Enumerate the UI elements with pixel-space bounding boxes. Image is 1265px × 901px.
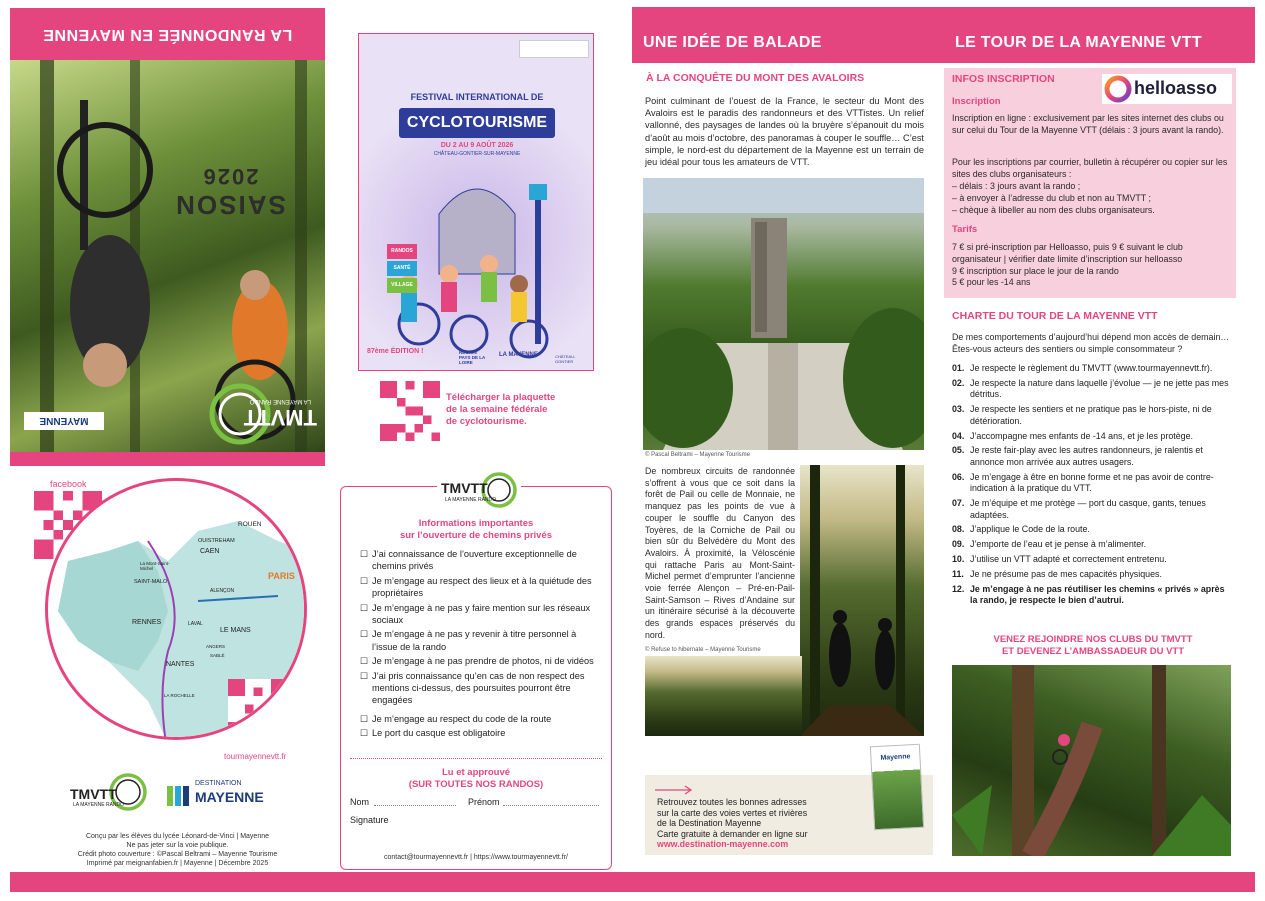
photo-credit-2: © Refuse to hibernate – Mayenne Tourisme xyxy=(645,647,761,653)
sign-sante: SANTÉ xyxy=(387,261,417,276)
charte-item: 05. Je reste fair-play avec les autres randonneurs, je ralentis et annonce mon arrivée aux autres usagers. xyxy=(952,445,1203,467)
tower-illustration xyxy=(643,178,924,450)
map-city-laval: LAVAL xyxy=(188,621,203,627)
checklist-item[interactable]: ☐ Le port du casque est obligatoire xyxy=(360,727,600,739)
balade-header: UNE IDÉE DE BALADE xyxy=(643,34,822,51)
checklist-item[interactable]: ☐ Je m’engage à ne pas y revenir à titre personnel à l’issue de la rando xyxy=(360,628,600,653)
forest-photo-extension xyxy=(645,656,802,736)
credit-line: Imprimé par meignanfabien.fr | Mayenne | Décembre 2025 xyxy=(86,860,269,867)
credits-block xyxy=(40,832,315,868)
inscription-list-item: – délais : 3 jours avant la rando ; xyxy=(952,181,1081,191)
prenom-label: Prénom xyxy=(468,797,500,807)
form-logo-subtext: LA MAYENNE RANDO xyxy=(445,497,497,503)
poster-city: CHÂTEAU-GONTIER-SUR-MAYENNE xyxy=(433,151,521,157)
tmvtt-footer-logo xyxy=(68,772,158,812)
poster-logo-mayenne: LA MAYENNE xyxy=(499,352,538,358)
nom-label: Nom xyxy=(350,797,370,807)
download-line: de la semaine fédérale xyxy=(446,404,548,416)
map-city-rennes: RENNES xyxy=(132,619,162,626)
mayenne-cover-logo: MAYENNE xyxy=(24,412,104,430)
checklist-item[interactable]: ☐ J’ai connaissance de l’ouverture exceptionnelle de chemins privés xyxy=(360,548,600,573)
map-city-mont-saint-michel: La Mont-Saint-Michel xyxy=(140,561,170,571)
saison-year: 2026 xyxy=(201,164,259,189)
tmvtt-footer-subtext: LA MAYENNE RANDO xyxy=(73,802,125,808)
poster-logo-region: RÉGION PAYS DE LA LOIRE xyxy=(459,350,486,365)
checklist-item[interactable]: ☐ Je m’engage à ne pas y faire mention sur les réseaux sociaux xyxy=(360,602,600,627)
map-city-ouistreham: OUISTREHAM xyxy=(198,538,235,544)
credit-line: Crédit photo couverture : ©Pascal Beltrami – Mayenne Tourisme xyxy=(77,851,278,858)
cta-line: VENEZ REJOINDRE NOS CLUBS DU TMVTT xyxy=(993,634,1193,645)
cover-bottom-band xyxy=(10,452,325,466)
promo-url-link[interactable]: www.destination-mayenne.com xyxy=(657,839,789,849)
form-divider xyxy=(350,758,602,759)
website-link[interactable]: tourmayennevtt.fr xyxy=(224,752,287,761)
charte-item: 09. J’emporte de l’eau et je pense à m’alimenter. xyxy=(952,539,1147,550)
cover-banner-title: LA RANDONNÉE EN MAYENNE xyxy=(42,26,293,43)
tarif-line: 7 € si pré-inscription par Helloasso, puis 9 € suivant le club organisateur | vérifier date limite d’inscription sur helloasso xyxy=(952,242,1183,264)
sign-village: VILLAGE xyxy=(387,278,417,293)
poster-dates: DU 2 AU 9 AOÛT 2026 xyxy=(440,142,514,149)
form-heading-line: sur l’ouverture de chemins privés xyxy=(399,530,553,541)
checklist-item[interactable]: ☐ J’ai pris connaissance qu’en cas de non respect des mentions ci-dessus, des poursuites pourront être engagées xyxy=(360,670,600,707)
mayenne-label: MAYENNE xyxy=(195,789,264,805)
checklist-item[interactable]: ☐ Je m’engage au respect du code de la route xyxy=(360,713,600,725)
promo-line: sur la carte des voies vertes et rivières xyxy=(657,807,808,818)
helloasso-text: helloasso xyxy=(1134,78,1218,98)
map-city-caen: CAEN xyxy=(200,548,220,555)
download-qr-code[interactable] xyxy=(380,381,440,441)
contact-line[interactable]: contact@tourmayennevtt.fr | https://www.tourmayennevtt.fr/ xyxy=(384,854,568,861)
qr-icon xyxy=(380,381,440,441)
forest-walkers-photo xyxy=(800,465,924,736)
promo-line: Retrouvez toutes les bonnes adresses xyxy=(657,797,807,807)
cover-photo xyxy=(10,60,325,452)
form-heading-line: Informations importantes xyxy=(418,518,534,529)
inscription-list-item: – chèque à libeller au nom des clubs organisateurs. xyxy=(952,204,1155,215)
charte-intro: De mes comportements d’aujourd’hui dépend mon accès de demain… Êtes-vous acteurs des sentiers ou simple consommateur ? xyxy=(952,332,1230,354)
map-city-sable: SABLÉ xyxy=(210,653,225,658)
website-qr-code[interactable] xyxy=(228,679,288,739)
map-city-la-rochelle: LA ROCHELLE xyxy=(164,693,195,698)
photo-credit-1: © Pascal Beltrami – Mayenne Tourisme xyxy=(645,452,751,458)
brochure-label: Mayenne xyxy=(880,753,911,762)
balade-text-2: De nombreux circuits de randonnée s’offrent à vous que ce soit dans la forêt de Pail ou celle de Monnaie, ne manquez pas les points de vue à couper le souffle du Canyon des Toyères, de la Corniche de Pail ou bien sûr du Belvédère du Mont des Avaloirs. À proximité, la Véloscénie qui rattache Paris au Mont-Saint-Michel permet d’emprunter l’ancienne voie ferrée Alençon – Pré-en-Pail-Saint-Samson – Rives d’Andaine sur un itinéraire sécurisé à la découverte des grands espaces préservés du nord. xyxy=(645,466,795,640)
charte-item: 10. J’utilise un VTT adapté et correctement entretenu. xyxy=(952,554,1167,564)
tarifs-list xyxy=(952,242,1234,289)
helloasso-icon xyxy=(1104,75,1132,103)
nom-field[interactable] xyxy=(374,805,456,806)
cta-line: ET DEVENEZ L’AMBASSADEUR DU VTT xyxy=(1001,646,1185,657)
infos-title: INFOS INSCRIPTION xyxy=(952,73,1055,85)
download-line: de cyclotourisme. xyxy=(446,416,527,428)
destination-mayenne-logo xyxy=(165,780,275,810)
inscription-list xyxy=(952,181,1232,216)
promo-line: Carte gratuite à demander en ligne sur xyxy=(657,828,808,839)
cover-banner xyxy=(10,8,325,60)
promo-text xyxy=(657,797,808,850)
facebook-label: facebook xyxy=(50,479,87,489)
tmvtt-cover-subtext: LA MAYENNE RANDO xyxy=(249,398,311,404)
charte-item: 07. Je m’équipe et me protège — port du casque, gants, tenues adaptées. xyxy=(952,498,1206,520)
inscription-title: Inscription xyxy=(952,96,1001,107)
tarif-line: 9 € inscription sur place le jour de la rando xyxy=(952,265,1119,276)
inscription-p2: Pour les inscriptions par courrier, bulletin à récupérer ou copier sur les sites des clubs organisateurs : xyxy=(952,157,1228,179)
destination-label: DESTINATION xyxy=(195,780,242,787)
approved-block xyxy=(340,767,612,791)
map-city-paris: PARIS xyxy=(268,571,295,581)
download-line: Télécharger la plaquette xyxy=(446,392,556,403)
form-logo-text: TMVTT xyxy=(441,480,488,496)
charte-item: 06. Je m’engage à être en bonne forme et ne pas avoir de contre-indication à la pratique du VTT. xyxy=(952,471,1214,494)
approved-line: (SUR TOUTES NOS RANDOS) xyxy=(408,779,544,790)
region-map xyxy=(45,478,307,740)
carte-mayenne-brochure xyxy=(870,744,924,831)
charte-item: 12. Je m’engage à ne pas réutiliser les chemins « privés » après la rando, je respecte le bien d’autrui. xyxy=(952,583,1225,606)
saison-badge xyxy=(160,160,300,220)
poster-title-main: CYCLOTOURISME xyxy=(399,108,555,138)
signature-label: Signature xyxy=(350,815,389,825)
qr-icon xyxy=(228,679,288,739)
map-city-angers: ANGERS xyxy=(206,644,226,649)
charte-list xyxy=(952,363,1234,610)
form-checklist xyxy=(360,548,600,740)
charte-item: 04. J’accompagne mes enfants de -14 ans, et je les protège. xyxy=(952,430,1193,441)
credit-line: Conçu par les élèves du lycée Léonard-de-Vinci | Mayenne xyxy=(85,833,270,840)
charte-item: 03. Je respecte les sentiers et ne pratique pas le hors-piste, ni de détérioration. xyxy=(952,404,1212,426)
charte-item: 11. Je ne présume pas de mes capacités physiques. xyxy=(952,568,1162,579)
charte-item: 02. Je respecte la nature dans laquelle j’évolue — je ne jette pas mes détritus. xyxy=(952,377,1229,400)
inscription-list-item: – à envoyer à l’adresse du club et non au TMVTT ; xyxy=(952,192,1151,203)
checklist-item[interactable]: ☐ Je m’engage à ne pas prendre de photos, ni de vidéos xyxy=(360,655,600,667)
mont-avaloirs-photo xyxy=(643,178,924,450)
inscription-p1: Inscription en ligne : exclusivement par les sites internet des clubs ou sur celui du Tour de la Mayenne VTT (délais : 3 jours avant la rando). xyxy=(952,113,1224,135)
map-city-le-mans: LE MANS xyxy=(220,627,251,634)
charte-item: 01. Je respecte le règlement du TMVTT (www.tourmayennevtt.fr). xyxy=(952,363,1213,373)
charte-title: CHARTE DU TOUR DE LA MAYENNE VTT xyxy=(952,310,1158,322)
form-tmvtt-logo xyxy=(437,470,521,510)
tmvtt-footer-text: TMVTT xyxy=(70,786,117,802)
tarifs-title: Tarifs xyxy=(952,224,978,235)
poster-logos xyxy=(519,40,589,58)
balade-intro: Point culminant de l’ouest de la France, le secteur du Mont des Avaloirs est le paradis des randonneurs et des VTTistes. Un relief vallonné, des paysages de landes où la bruyère s’épanouit du mois d’août au mois d’octobre, des panoramas à couper le souffle… C’est simple, le nord-est du département de la Mayenne est un terrain de jeu idéal pour tous les amateurs de VTT. xyxy=(645,96,924,168)
map-city-saint-malo: SAINT-MALO xyxy=(134,579,168,585)
arrow-icon xyxy=(655,782,695,792)
poster-signs xyxy=(387,244,417,293)
tmvtt-cover-text: TMVTT xyxy=(243,405,317,430)
rider-forest-illustration xyxy=(952,665,1231,856)
map-city-nantes: NANTES xyxy=(166,661,195,668)
form-heading xyxy=(340,518,612,542)
download-text[interactable] xyxy=(446,392,555,429)
tarif-line: 5 € pour les -14 ans xyxy=(952,277,1031,288)
approved-line: Lu et approuvé xyxy=(441,767,511,778)
charte-item: 08. J’applique le Code de la route. xyxy=(952,524,1090,535)
map-city-alencon: ALENÇON xyxy=(210,588,235,594)
sign-randos: RANDOS xyxy=(387,244,417,259)
cta-block xyxy=(952,634,1234,658)
credit-line: Ne pas jeter sur la voie publique. xyxy=(126,842,229,849)
tour-header: LE TOUR DE LA MAYENNE VTT xyxy=(955,34,1202,51)
poster-edition: 87ème ÉDITION ! xyxy=(367,348,424,355)
tmvtt-cover-logo xyxy=(205,378,325,448)
helloasso-logo[interactable] xyxy=(1102,74,1232,104)
saison-label: SAISON xyxy=(174,190,286,220)
poster-title-top: FESTIVAL INTERNATIONAL DE xyxy=(410,92,544,102)
bottom-band xyxy=(10,872,1255,892)
checklist-item[interactable]: ☐ Je m’engage au respect des lieux et à la quiétude des propriétaires xyxy=(360,575,600,600)
map-city-rouen: ROUEN xyxy=(238,521,262,528)
poster-logo-chateau: CHÂTEAU-GONTIER xyxy=(555,354,576,364)
festival-poster xyxy=(358,33,594,371)
prenom-field[interactable] xyxy=(503,805,599,806)
balade-subtitle: À LA CONQUÊTE DU MONT DES AVALOIRS xyxy=(646,72,865,84)
walkers-illustration xyxy=(800,465,924,736)
mayenne-m-icon xyxy=(165,782,191,808)
forest-rider-photo xyxy=(952,665,1231,856)
promo-line: de la Destination Mayenne xyxy=(657,818,762,828)
